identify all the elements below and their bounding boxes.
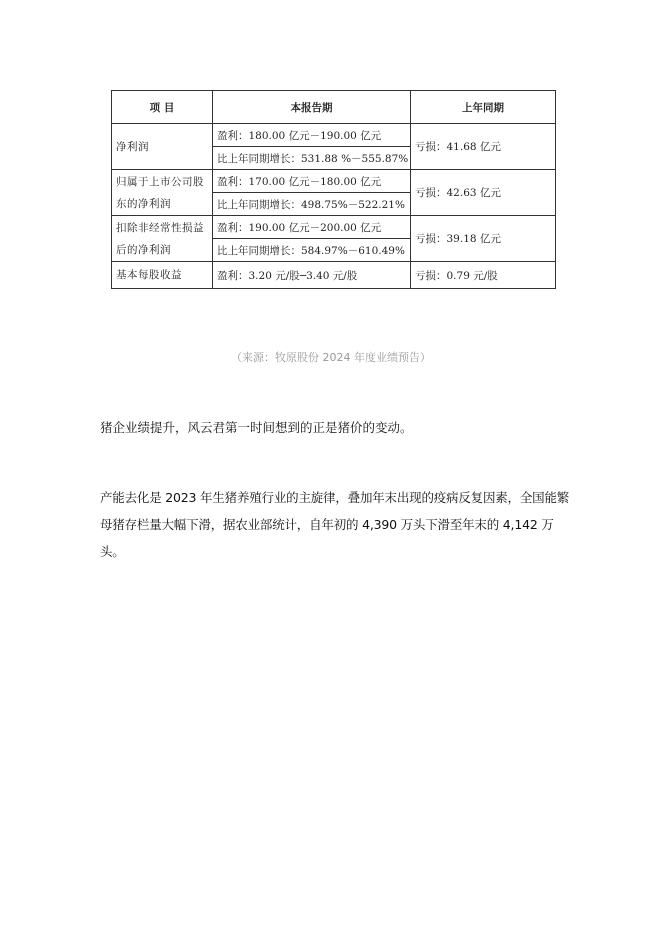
table-row (112, 262, 556, 289)
row-label: 净利润 (112, 124, 213, 170)
current-growth-range: 比上年同期增长：531.88 %－555.87% (213, 147, 411, 170)
prior-value: 亏损：42.63 亿元 (411, 170, 556, 216)
header-item: 项 目 (112, 91, 213, 124)
row-label: 基本每股收益 (112, 262, 213, 289)
row-label: 扣除非经常性损益后的净利润 (112, 216, 213, 262)
current-growth-range: 比上年同期增长：584.97%－610.49% (213, 239, 411, 262)
paragraph: 产能去化是 2023 年生猪养殖行业的主旋律，叠加年末出现的疫病反复因素，全国能繁母猪存栏量大幅下滑，据农业部统计，自年初的 4,390 万头下滑至年末的 4,142 万头。 (100, 490, 570, 559)
table-header-row (112, 91, 556, 124)
current-profit-range: 盈利：190.00 亿元－200.00 亿元 (213, 216, 411, 239)
earnings-forecast-table (111, 90, 556, 289)
current-eps-range: 盈利：3.20 元/股─3.40 元/股 (213, 262, 411, 289)
row-label: 归属于上市公司股东的净利润 (112, 170, 213, 216)
paragraph: 猪企业绩提升，风云君第一时间想到的正是猪价的变动。 (100, 420, 413, 435)
prior-value: 亏损：39.18 亿元 (411, 216, 556, 262)
table-row (112, 170, 556, 193)
current-profit-range: 盈利：170.00 亿元－180.00 亿元 (213, 170, 411, 193)
table-caption: （来源：牧原股份 2024 年度业绩预告） (231, 351, 431, 364)
table-row (112, 216, 556, 239)
header-current-period: 本报告期 (213, 91, 411, 124)
current-profit-range: 盈利：180.00 亿元－190.00 亿元 (213, 124, 411, 147)
table-row (112, 124, 556, 147)
current-growth-range: 比上年同期增长：498.75%－522.21% (213, 193, 411, 216)
prior-value: 亏损：41.68 亿元 (411, 124, 556, 170)
prior-value: 亏损：0.79 元/股 (411, 262, 556, 289)
header-prior-period: 上年同期 (411, 91, 556, 124)
